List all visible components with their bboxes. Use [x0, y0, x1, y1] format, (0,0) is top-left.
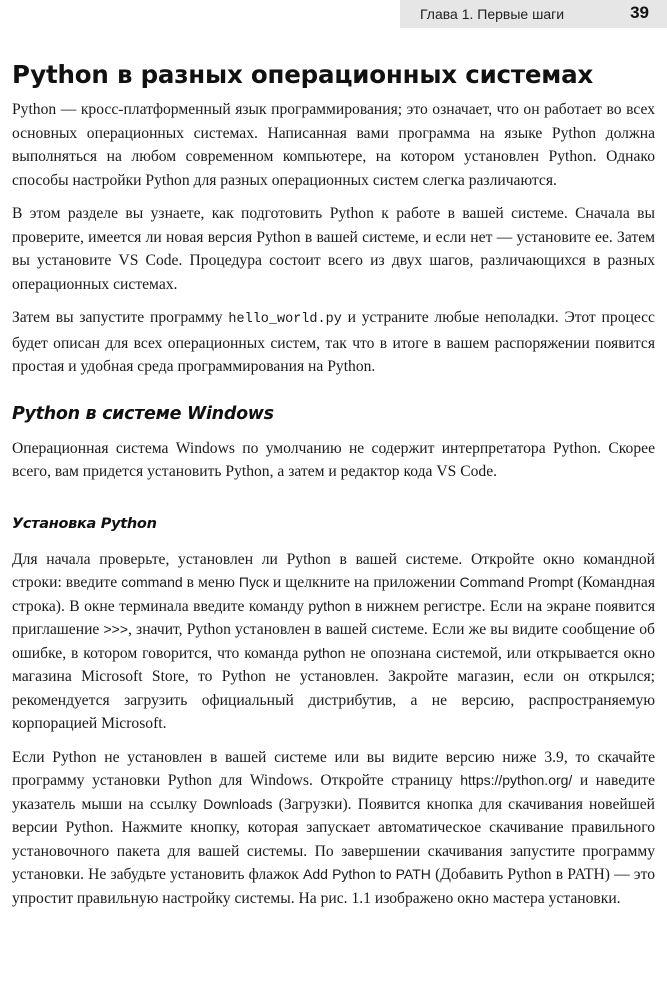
- ui-term-downloads: Downloads: [203, 795, 273, 812]
- subsection-heading-windows: Python в системе Windows: [12, 403, 274, 424]
- text-fragment: (Добавить Python в PATH) — это упростит правильную настройку системы. На рис. 1.1 изображено окно мастера установки.: [12, 866, 655, 907]
- ui-term-python: python: [303, 644, 346, 661]
- text-fragment: в нижнем регистре. Если на экране появится приглашение: [12, 597, 656, 638]
- text-fragment: , значит, Python установлен в вашей системе. Если же вы видите сообщение об ошибке, в котором говорится, что команда: [12, 621, 655, 662]
- text-fragment: и наведите указатель мыши на ссылку: [12, 772, 655, 813]
- ui-term-add-to-path: Add Python to PATH: [303, 866, 431, 882]
- running-header: [0, 0, 667, 30]
- paragraph-download-python: [12, 746, 655, 911]
- text-fragment: в меню: [182, 574, 239, 591]
- ui-term-start-menu: Пуск: [238, 574, 269, 590]
- text-fragment: Если Python не установлен в вашей системе или вы видите версию ниже 3.9, то скачайте программу установки Python для Windows. Откройте страницу: [12, 748, 655, 789]
- paragraph-check-python: [12, 548, 655, 736]
- paragraph-windows-intro: Операционная система Windows по умолчанию не содержит интерпретатора Python. Скорее всего, вам придется установить Python, а затем и редактор кода VS Code.: [12, 439, 655, 480]
- code-filename: hello_world.py: [228, 312, 342, 327]
- chapter-title: Глава 1. Первые шаги: [420, 6, 565, 22]
- text-fragment: Затем вы запустите программу: [12, 309, 229, 326]
- text-fragment: и устраните любые неполадки. Этот процесс будет описан для всех операционных систем, так что в итоге в вашем распоряжении появится простая и удобная среда программирования на Python.: [12, 309, 655, 375]
- ui-term-prompt: >>>: [103, 621, 129, 637]
- text-fragment: (Загрузки). Появится кнопка для скачивания новейшей версии Python. Нажмите кнопку, которая запускает автоматическое скачивание правильного установочного пакета для вашей системы. По завершении скачивания запустите программу установки. Не забудьте установить флажок: [12, 795, 655, 883]
- text-fragment: не опознана системой, или открывается окно магазина Microsoft Store, то Python не установлен. Закройте магазин, если он открылся; рекомендуется загрузить официальный дистрибутив, а не версию, распространяемую корпорацией Microsoft.: [12, 644, 655, 732]
- page-body: [12, 60, 655, 920]
- text-fragment: и щелкните на приложении: [268, 574, 460, 591]
- ui-term-command: command: [121, 574, 183, 590]
- text-fragment: Для начала проверьте, установлен ли Python в вашей системе. Откройте окно командной строки: введите: [12, 550, 655, 591]
- ui-term-url: https://python.org/: [460, 772, 573, 788]
- page-number: 39: [630, 3, 649, 22]
- ui-term-command-prompt: Command Prompt: [459, 574, 574, 590]
- paragraph-hello-world: [12, 306, 655, 379]
- subsubsection-heading-install: Установка Python: [12, 515, 157, 532]
- section-heading: Python в разных операционных системах: [12, 60, 594, 89]
- paragraph-cross-platform: Python — кросс-платформенный язык программирования; это означает, что он работает во всех основных операционных системах. Написанная вами программа на языке Python должна выполняться на любом современном компьютере, на котором установлен Python. Однако способы настройки Python для разных операционных систем слегка различаются.: [12, 101, 655, 189]
- text-fragment: (Командная строка). В окне терминала введите команду: [12, 574, 656, 615]
- ui-term-python: python: [308, 597, 351, 614]
- paragraph-section-overview: В этом разделе вы узнаете, как подготовить Python к работе в вашей системе. Сначала вы проверите, имеется ли новая версия Python в вашей системе, и если нет — установите ее. Затем вы установите VS Code. Процедура состоит всего из двух шагов, различающихся в разных операционных системах.: [12, 205, 655, 293]
